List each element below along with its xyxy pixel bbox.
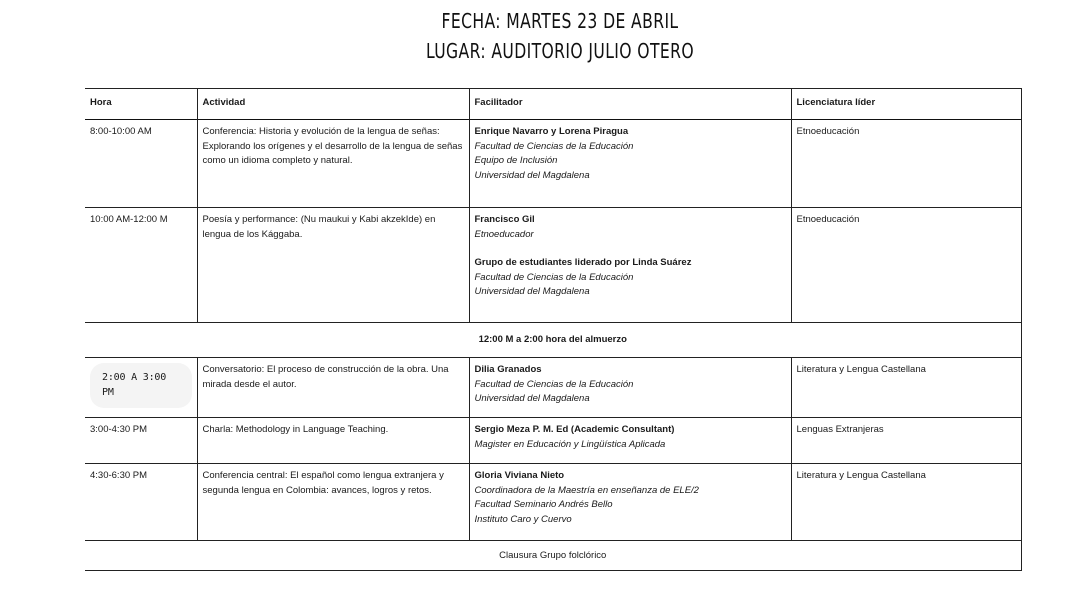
table-row: [85, 464, 1021, 541]
table-header-row: [85, 89, 1021, 120]
cell-time: 10:00 AM-12:00 M: [85, 208, 197, 323]
table-row: [85, 358, 1021, 418]
col-header-licenciatura: Licenciatura líder: [791, 89, 1021, 120]
schedule-table: [85, 88, 1022, 571]
facilitator-affiliation: Universidad del Magdalena: [474, 286, 590, 297]
cell-program: Literatura y Lengua Castellana: [791, 464, 1021, 541]
cell-program: Etnoeducación: [791, 208, 1021, 323]
cell-program: Lenguas Extranjeras: [791, 418, 1021, 464]
facilitator-name: Gloria Viviana Nieto: [474, 470, 565, 481]
cell-facilitator: [469, 358, 791, 418]
date-line: FECHA: MARTES 23 DE ABRIL: [441, 9, 679, 33]
facilitator-name: Sergio Meza P. M. Ed (Academic Consultant): [474, 424, 675, 435]
cell-activity: Charla: Methodology in Language Teaching.: [197, 418, 469, 464]
closing-row: [85, 541, 1021, 571]
table-row: [85, 120, 1021, 208]
col-header-facilitador: Facilitador: [469, 89, 791, 120]
cell-time: 4:30-6:30 PM: [85, 464, 197, 541]
facilitator-affiliation: Facultad de Ciencias de la Educación: [474, 378, 634, 390]
cell-activity: Conversatorio: El proceso de construcción de la obra. Una mirada desde el autor.: [197, 358, 469, 418]
facilitator-affiliation: Magister en Educación y Lingüística Aplicada: [474, 438, 666, 450]
place-line: LUGAR: AUDITORIO JULIO OTERO: [425, 39, 695, 63]
cell-facilitator: [469, 464, 791, 541]
cell-facilitator: [469, 418, 791, 464]
cell-time: [85, 358, 197, 418]
table-row: [85, 418, 1021, 464]
cell-program: Literatura y Lengua Castellana: [791, 358, 1021, 418]
cell-facilitator: [469, 208, 791, 323]
facilitator-name: Enrique Navarro y Lorena Piragua: [474, 126, 629, 137]
time-pill: 2:00 A 3:00 PM: [90, 363, 192, 408]
facilitator-affiliation: Equipo de Inclusión: [474, 155, 558, 166]
header: [123, 6, 997, 66]
table-row: [85, 208, 1021, 323]
col-header-actividad: Actividad: [197, 89, 469, 120]
col-header-hora: Hora: [85, 89, 197, 120]
cell-time: 3:00-4:30 PM: [85, 418, 197, 464]
cell-facilitator: [469, 120, 791, 208]
cell-activity: Conferencia central: El español como lengua extranjera y segunda lengua en Colombia: avances, logros y retos.: [197, 464, 469, 541]
facilitator-affiliation: Etnoeducador: [474, 228, 534, 240]
closing-event: Clausura Grupo folclórico: [85, 541, 1021, 571]
facilitator-affiliation: Facultad de Ciencias de la Educación: [474, 140, 634, 152]
facilitator-name: Grupo de estudiantes liderado por Linda Suárez: [474, 257, 692, 268]
cell-program: Etnoeducación: [791, 120, 1021, 208]
cell-activity: Conferencia: Historia y evolución de la lengua de señas: Explorando los orígenes y el desarrollo de la lengua de señas como un idioma completo y natural.: [197, 120, 469, 208]
facilitator-name: Francisco Gil: [474, 214, 535, 225]
cell-time: 8:00-10:00 AM: [85, 120, 197, 208]
lunch-row: [85, 323, 1021, 358]
facilitator-affiliation: Instituto Caro y Cuervo: [474, 513, 572, 525]
facilitator-name: Dilia Granados: [474, 364, 542, 375]
lunch-break: 12:00 M a 2:00 hora del almuerzo: [85, 323, 1021, 358]
facilitator-affiliation: Universidad del Magdalena: [474, 169, 590, 181]
facilitator-affiliation: Facultad de Ciencias de la Educación: [474, 271, 634, 283]
facilitator-affiliation: Facultad Seminario Andrés Bello: [474, 499, 613, 510]
cell-activity: Poesía y performance: (Nu maukui y Kabi akzekIde) en lengua de los Kággaba.: [197, 208, 469, 323]
facilitator-affiliation: Coordinadora de la Maestría en enseñanza de ELE/2: [474, 484, 699, 496]
facilitator-affiliation: Universidad del Magdalena: [474, 393, 590, 404]
